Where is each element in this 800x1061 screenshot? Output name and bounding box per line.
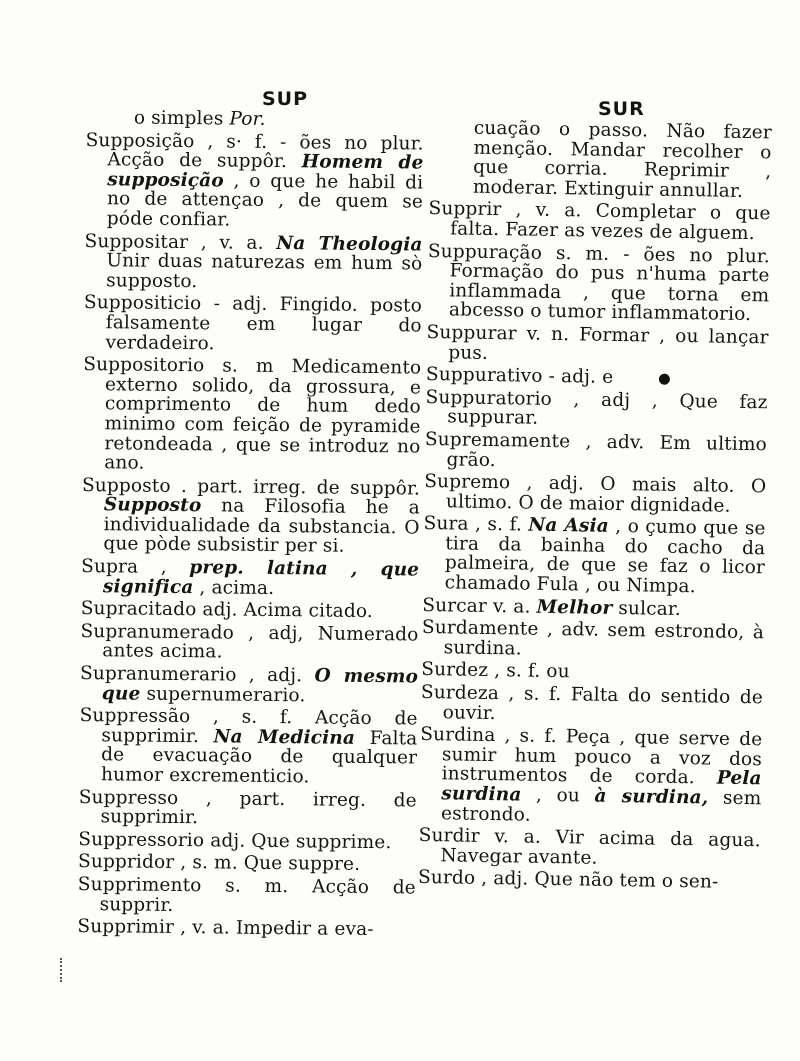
entry-text: Surdeza , s. f. Falta do sentido de ouvir. bbox=[420, 681, 764, 724]
dictionary-entry-supranumerado bbox=[80, 622, 418, 665]
continuation-text: cuação o passo. Não fazer menção. Mandar recolher o que corria. Reprimir , moderar. Extinguir annullar. bbox=[472, 117, 772, 202]
left-entry-list bbox=[77, 131, 423, 941]
entry-text: Suppresso , part. irreg. de supprimir. bbox=[78, 786, 417, 829]
dictionary-entry-supprimir bbox=[77, 917, 415, 940]
entry-text: Suppositorio s. m Medicamento externo solido, da grossura, e comprimento de hum dedo minimo com feição de pyramide retondeada , que se introduz no ano. bbox=[83, 354, 422, 474]
dictionary-entry-surdez bbox=[421, 660, 763, 685]
right-entry-list bbox=[418, 199, 771, 893]
entry-text: Sura , s. f. bbox=[423, 513, 529, 536]
entry-emphasis: à surdina, bbox=[594, 785, 709, 809]
dictionary-entry-suppositar bbox=[84, 232, 423, 294]
entry-text: , acima. bbox=[193, 576, 275, 599]
entry-text: Suppositicio - adj. Fingido. posto falsamente em lugar do verdadeiro. bbox=[83, 292, 423, 354]
dictionary-entry-supprir bbox=[428, 199, 771, 244]
dictionary-entry-suppositicio bbox=[83, 293, 422, 355]
entry-text: Supposição , s· f. - ões no plur. Acção de suppôr. bbox=[85, 129, 424, 173]
dictionary-entry-supranumerario bbox=[80, 664, 418, 707]
dictionary-entry-supra bbox=[81, 557, 419, 600]
dictionary-entry-suppridor bbox=[78, 852, 416, 875]
entry-emphasis: Na Theologia bbox=[276, 232, 423, 256]
margin-mark bbox=[60, 958, 66, 982]
dictionary-entry-supposicao bbox=[85, 131, 424, 233]
entry-text: Supprimento s. m. Acção de supprir. bbox=[77, 873, 416, 916]
entry-text: Supprimir , v. a. Impedir a eva- bbox=[77, 916, 374, 941]
entry-emphasis: Supposto bbox=[103, 494, 202, 517]
entry-text: Supra , bbox=[81, 556, 190, 579]
dictionary-entry-surdeza bbox=[421, 683, 764, 728]
entry-text: Suppressorio adj. Que supprime. bbox=[78, 828, 392, 854]
dictionary-entry-surdina bbox=[419, 725, 762, 828]
dictionary-entry-suppurativo bbox=[426, 365, 768, 390]
entry-text: , o çumo que se tira da bainha do cacho da palmeira, de que se faz o licor chamado Fula , ou Nimpa. bbox=[444, 516, 766, 598]
entry-text: , o que he habil di no de attençao , de quem se póde confiar. bbox=[106, 170, 424, 231]
dictionary-entry-surdo bbox=[418, 868, 760, 893]
entry-text: Suppridor , s. m. Que suppre. bbox=[77, 851, 361, 876]
dictionary-entry-surdir bbox=[418, 826, 761, 871]
entry-text: Suppressão , s. f. Acção de supprimir. bbox=[79, 705, 418, 748]
entry-text: Surdir v. a. Vir acima da agua. Navegar avante. bbox=[418, 825, 761, 869]
entry-text: Suppuratorio , adj , Que faz suppurar. bbox=[425, 386, 768, 430]
dictionary-entry-supremamente bbox=[424, 430, 767, 475]
entry-text: Falta de evacuação de qualquer humor excrementicio. bbox=[100, 727, 418, 788]
entry-text: Supremamente , adv. Em ultimo grão. bbox=[424, 428, 768, 471]
dictionary-entry-suppuracao bbox=[427, 242, 770, 326]
entry-text: Supremo , adj. O mais alto. O ultimo. O de maior dignidade. bbox=[424, 471, 767, 517]
running-head-left: SUP bbox=[262, 88, 309, 110]
continuation-italic: Por. bbox=[229, 108, 266, 130]
entry-emphasis: prep. latina , que significa bbox=[102, 557, 420, 598]
entry-text: Supracitado adj. Acima citado. bbox=[80, 598, 374, 623]
entry-emphasis: Homem de supposição bbox=[107, 151, 424, 192]
running-head-right: SUR bbox=[598, 98, 645, 120]
entry-text: Surcar v. a. bbox=[422, 594, 537, 618]
entry-text: , ou bbox=[521, 784, 595, 807]
dictionary-entry-suppositorio bbox=[82, 355, 421, 476]
entry-emphasis: Melhor bbox=[536, 596, 613, 619]
entry-emphasis: Na Medicina bbox=[213, 726, 356, 749]
dictionary-entry-sura bbox=[423, 514, 766, 598]
dictionary-entry-surcar bbox=[422, 596, 764, 621]
entry-text: Surdez , s. f. ou bbox=[421, 659, 570, 683]
entry-text: Supranumerado , adj, Numerado antes acima. bbox=[80, 620, 419, 663]
dictionary-entry-supremo bbox=[424, 472, 767, 517]
dictionary-entry-suppressorio bbox=[78, 830, 416, 853]
right-column-continuation bbox=[429, 118, 772, 202]
left-column-continuation bbox=[86, 108, 424, 131]
entry-text: Surdamente , adv. sem estrondo, à surdina. bbox=[421, 617, 765, 660]
right-column bbox=[418, 118, 772, 896]
entry-text: Supranumerario , adj. bbox=[79, 663, 315, 687]
entry-emphasis: Na Asia bbox=[528, 514, 610, 538]
entry-text: Suppurar v. n. Formar , ou lançar pus. bbox=[426, 321, 769, 364]
ink-blot-mark bbox=[659, 373, 670, 384]
entry-text: supernumerario. bbox=[140, 683, 306, 706]
entry-emphasis: Pela surdina bbox=[441, 767, 762, 806]
dictionary-entry-suppurar bbox=[426, 323, 769, 368]
dictionary-entry-suppuratorio bbox=[425, 388, 768, 433]
entry-text: Suppositar , v. a. bbox=[84, 230, 277, 254]
dictionary-entry-supposto bbox=[81, 476, 420, 558]
entry-emphasis: O mesmo que bbox=[101, 665, 419, 705]
entry-text: sem estrondo. bbox=[440, 787, 762, 826]
entry-text: Supprir , v. a. Completar o que falta. Fazer as vezes de alguem. bbox=[428, 198, 771, 245]
dictionary-entry-supprimento bbox=[78, 875, 416, 918]
dictionary-entry-suppressao bbox=[79, 706, 418, 788]
dictionary-entry-suppresso bbox=[78, 788, 416, 831]
dictionary-entry-surdamente bbox=[422, 618, 765, 663]
entry-text: Supposto . part. irreg. de suppôr. bbox=[81, 474, 421, 500]
left-column bbox=[77, 108, 424, 943]
entry-text: sulcar. bbox=[612, 597, 682, 620]
entry-text: Surdo , adj. Que não tem o sen- bbox=[417, 867, 719, 893]
entry-text: Surdina , s. f. Peça , que serve de sumir hum pouco a voz dos instrumentos de corda. bbox=[420, 724, 763, 789]
entry-text: Suppurativo - adj. e bbox=[425, 364, 614, 389]
entry-text: Unir duas naturezas em hum sò supposto. bbox=[106, 250, 423, 292]
entry-text: Suppuração s. m. - ões no plur. Formação do pus n'huma parte inflammada , que torna em abcesso o tumor inflammatorio. bbox=[427, 240, 771, 326]
entry-text: na Filosofia he a individualidade da substancia. O que pòde subsistir per si. bbox=[103, 495, 420, 558]
dictionary-entry-supracitado bbox=[81, 599, 419, 622]
continuation-text: o simples bbox=[133, 107, 230, 130]
